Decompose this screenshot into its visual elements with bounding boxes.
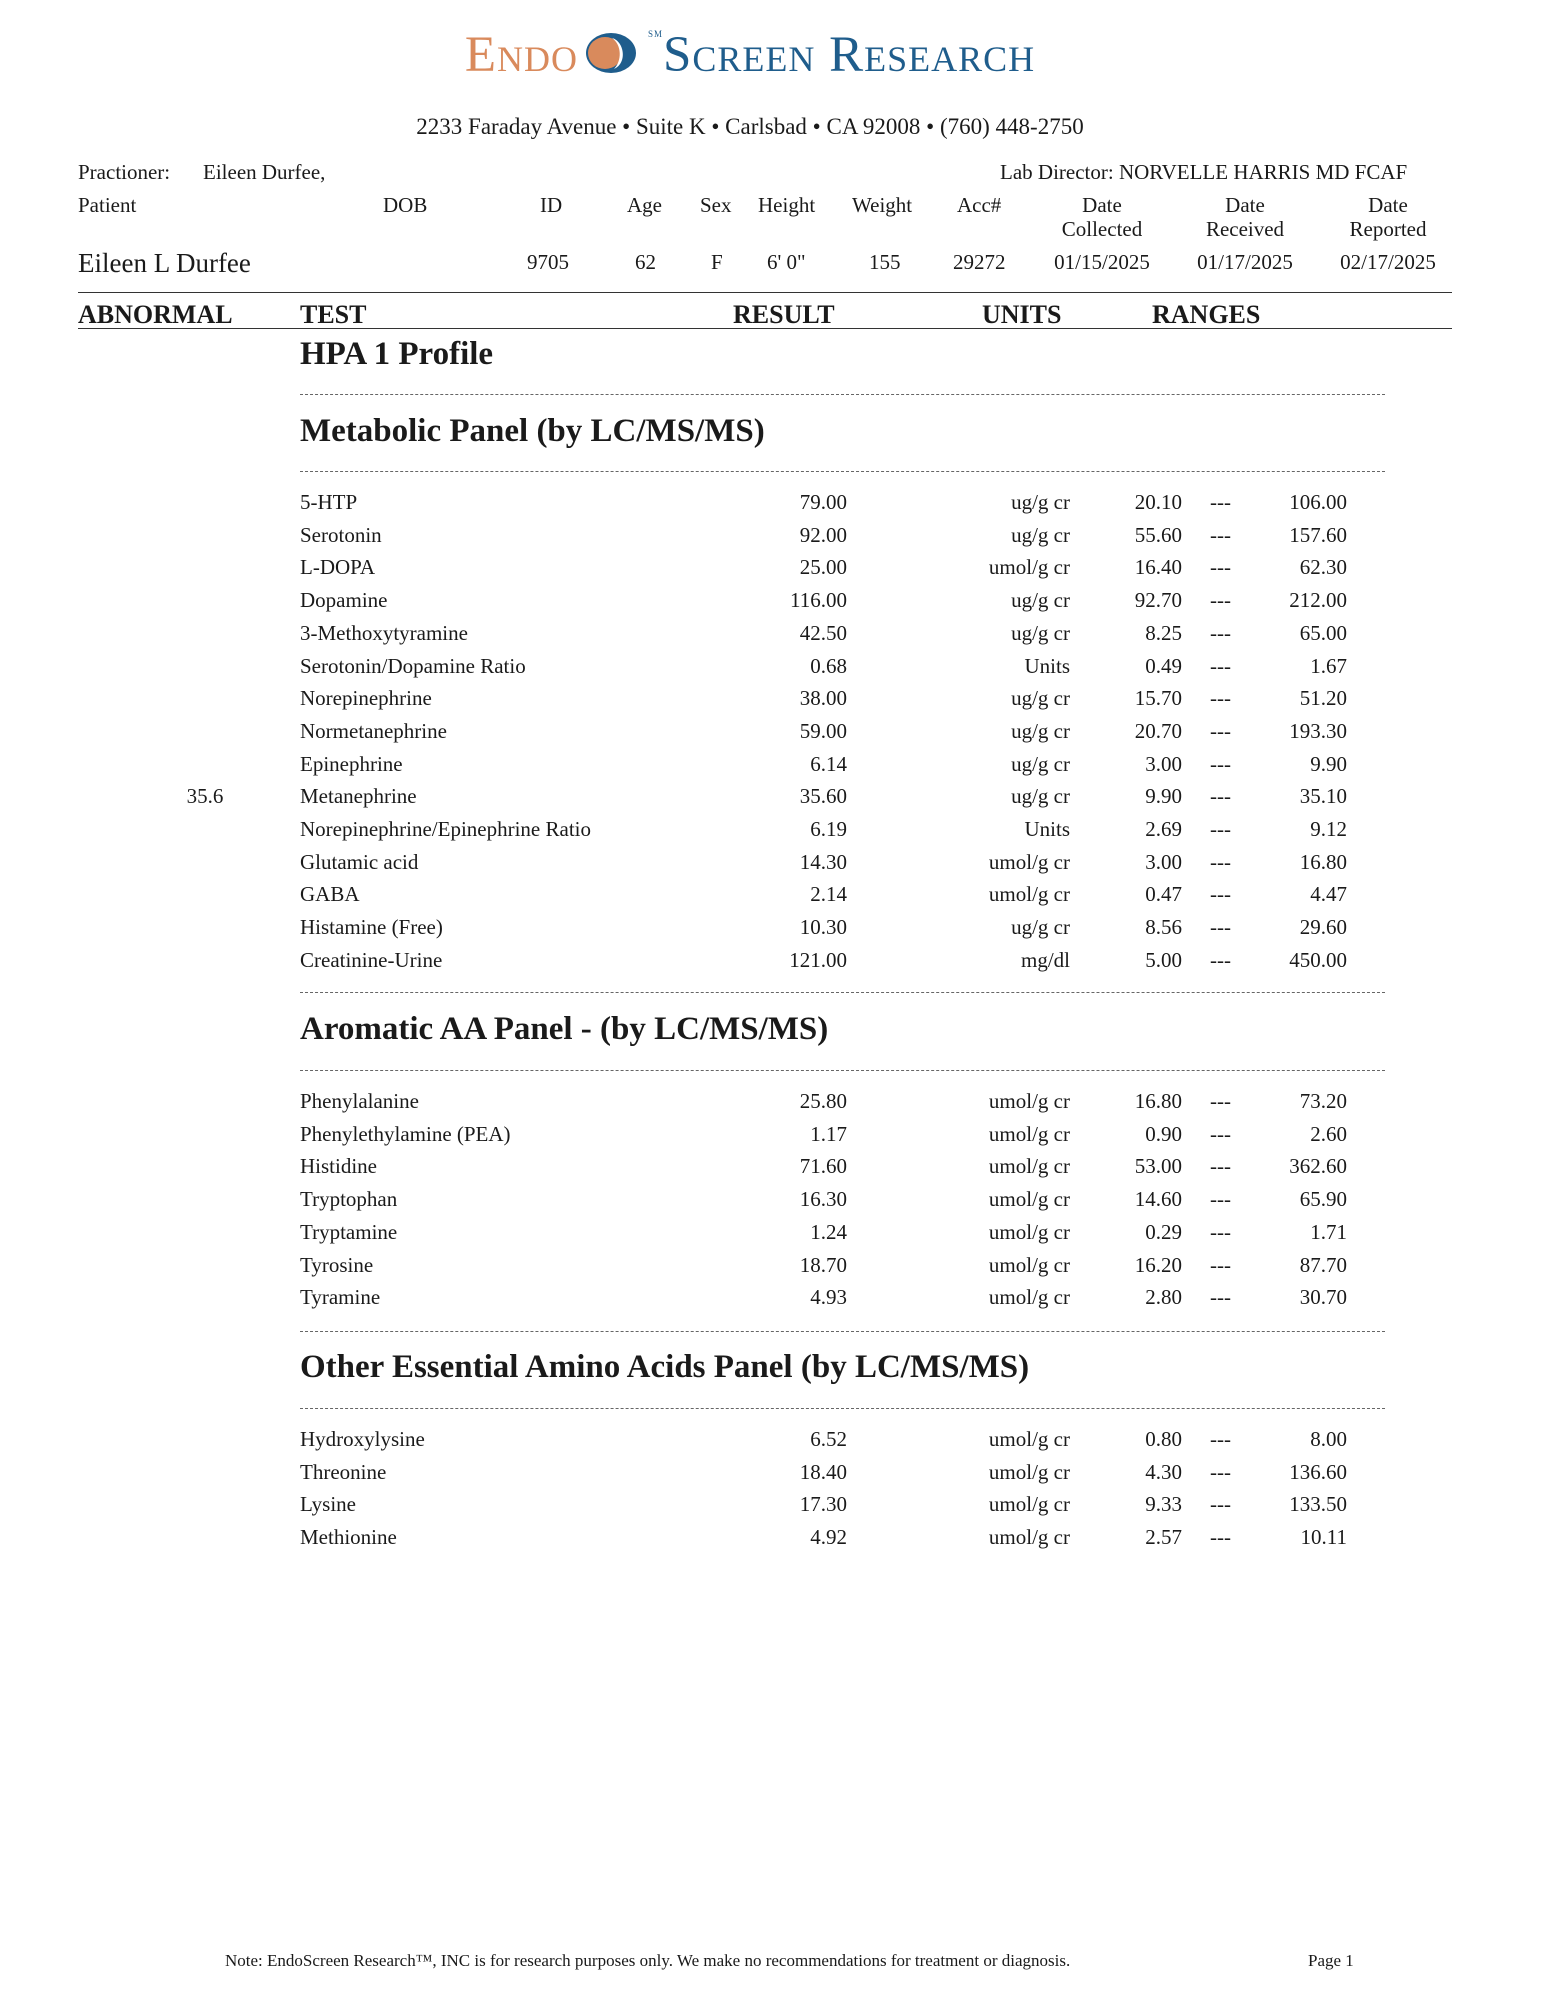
range-low: 3.00	[1145, 849, 1182, 874]
dashed-divider	[300, 1331, 1385, 1332]
label-date-received: Date Received	[1205, 193, 1285, 241]
range-high: 35.10	[1299, 784, 1347, 809]
patient-id: 9705	[527, 250, 569, 274]
dashed-divider	[300, 992, 1385, 993]
col-abnormal: ABNORMAL	[78, 300, 233, 329]
table-row	[0, 1089, 1545, 1119]
range-separator: ---	[1210, 1525, 1231, 1550]
patient-weight: 155	[869, 250, 901, 274]
label-height: Height	[758, 193, 816, 217]
result-value: 71.60	[799, 1154, 847, 1179]
range-low: 14.60	[1134, 1187, 1182, 1212]
range-high: 10.11	[1300, 1525, 1347, 1550]
abnormal-flag: 35.6	[186, 784, 224, 809]
range-high: 73.20	[1299, 1089, 1347, 1113]
lab-director: Lab Director: NORVELLE HARRIS MD FCAF	[1000, 160, 1408, 184]
result-value: 2.14	[810, 882, 847, 907]
range-low: 8.25	[1145, 620, 1182, 645]
patient-age: 62	[635, 250, 656, 274]
table-row	[0, 1220, 1545, 1250]
test-name: Normetanephrine	[300, 718, 447, 743]
range-separator: ---	[1210, 915, 1231, 940]
header-rule-bottom	[78, 328, 1452, 329]
table-row	[0, 719, 1545, 749]
range-low: 2.80	[1145, 1285, 1182, 1310]
units: ug/g cr	[1011, 718, 1070, 743]
table-row	[0, 817, 1545, 847]
units: umol/g cr	[988, 1219, 1070, 1244]
label-sex: Sex	[700, 193, 732, 217]
table-row	[0, 784, 1545, 814]
range-high: 136.60	[1289, 1459, 1347, 1484]
units: umol/g cr	[988, 1525, 1070, 1550]
table-row	[0, 850, 1545, 880]
range-high: 16.80	[1299, 849, 1347, 874]
range-low: 16.20	[1134, 1252, 1182, 1277]
range-low: 16.80	[1134, 1089, 1182, 1113]
units: mg/dl	[1020, 947, 1070, 972]
range-separator: ---	[1210, 620, 1231, 645]
result-value: 42.50	[799, 620, 847, 645]
range-low: 92.70	[1134, 588, 1182, 613]
result-value: 18.70	[799, 1252, 847, 1277]
result-value: 14.30	[799, 849, 847, 874]
range-low: 8.56	[1145, 915, 1182, 940]
range-high: 8.00	[1310, 1427, 1347, 1451]
range-high: 65.90	[1299, 1187, 1347, 1212]
practitioner-label: Practioner:	[78, 160, 171, 184]
range-separator: ---	[1210, 1459, 1231, 1484]
lab-address: 2233 Faraday Avenue • Suite K • Carlsbad • CA 92008 • (760) 448-2750	[416, 114, 1084, 139]
header-rule-top	[78, 292, 1452, 293]
range-low: 55.60	[1134, 522, 1182, 547]
units: umol/g cr	[988, 1252, 1070, 1277]
range-separator: ---	[1210, 1492, 1231, 1517]
range-separator: ---	[1210, 882, 1231, 907]
units: ug/g cr	[1011, 620, 1070, 645]
table-row	[0, 882, 1545, 912]
range-separator: ---	[1210, 751, 1231, 776]
table-row	[0, 915, 1545, 945]
test-name: Creatinine-Urine	[300, 947, 443, 972]
units: umol/g cr	[988, 1492, 1070, 1517]
range-low: 5.00	[1145, 947, 1182, 972]
range-separator: ---	[1210, 490, 1231, 514]
result-value: 6.19	[810, 817, 847, 841]
result-value: 25.80	[799, 1089, 847, 1113]
range-separator: ---	[1210, 1187, 1231, 1212]
result-value: 0.68	[810, 653, 847, 678]
result-value: 59.00	[799, 718, 847, 743]
units: umol/g cr	[988, 1285, 1070, 1310]
range-separator: ---	[1210, 1089, 1231, 1113]
col-test: TEST	[300, 300, 367, 329]
range-separator: ---	[1210, 849, 1231, 874]
units: ug/g cr	[1011, 915, 1070, 940]
range-low: 20.70	[1134, 718, 1182, 743]
page-number: Page 1	[1308, 1951, 1354, 1970]
range-high: 65.00	[1299, 620, 1347, 645]
range-high: 362.60	[1289, 1154, 1347, 1179]
range-high: 157.60	[1289, 522, 1347, 547]
test-name: Norepinephrine/Epinephrine Ratio	[300, 817, 591, 841]
table-row	[0, 1427, 1545, 1457]
table-row	[0, 523, 1545, 553]
table-row	[0, 1460, 1545, 1490]
range-separator: ---	[1210, 588, 1231, 613]
table-row	[0, 654, 1545, 684]
test-name: 3-Methoxytyramine	[300, 620, 468, 645]
label-dob: DOB	[383, 193, 428, 217]
test-name: Hydroxylysine	[300, 1427, 425, 1451]
footer-note: Note: EndoScreen Research™, INC is for research purposes only. We make no recommendations for treatment or diagnosis.	[225, 1951, 1071, 1970]
result-value: 35.60	[799, 784, 847, 809]
range-low: 0.29	[1145, 1219, 1182, 1244]
range-separator: ---	[1210, 1154, 1231, 1179]
label-age: Age	[627, 193, 662, 217]
test-name: Norepinephrine	[300, 686, 432, 711]
table-row	[0, 588, 1545, 618]
range-separator: ---	[1210, 522, 1231, 547]
patient-date-collected: 01/15/2025	[1054, 250, 1150, 274]
result-value: 1.24	[810, 1219, 847, 1244]
range-high: 30.70	[1299, 1285, 1347, 1310]
table-row	[0, 1285, 1545, 1315]
range-high: 212.00	[1289, 588, 1347, 613]
range-low: 20.10	[1134, 490, 1182, 514]
range-separator: ---	[1210, 817, 1231, 841]
label-weight: Weight	[852, 193, 913, 217]
range-separator: ---	[1210, 1121, 1231, 1146]
patient-date-received: 01/17/2025	[1197, 250, 1293, 274]
range-separator: ---	[1210, 1252, 1231, 1277]
result-value: 16.30	[799, 1187, 847, 1212]
label-id: ID	[540, 193, 563, 217]
logo-word-endo: Endo	[464, 27, 578, 83]
practitioner-name: Eileen Durfee,	[203, 160, 326, 184]
table-row	[0, 1525, 1545, 1555]
table-row	[0, 948, 1545, 978]
range-low: 0.90	[1145, 1121, 1182, 1146]
test-name: Phenylethylamine (PEA)	[300, 1121, 511, 1146]
test-name: Tyrosine	[300, 1252, 374, 1277]
label-date-reported: Date Reported	[1349, 193, 1427, 241]
patient-height: 6' 0"	[767, 250, 806, 274]
patient-acc: 29272	[953, 250, 1006, 274]
test-name: Tryptophan	[300, 1187, 398, 1212]
label-patient: Patient	[78, 193, 137, 217]
range-low: 4.30	[1145, 1459, 1182, 1484]
units: umol/g cr	[988, 1121, 1070, 1146]
range-low: 53.00	[1134, 1154, 1182, 1179]
range-separator: ---	[1210, 653, 1231, 678]
patient-name: Eileen L Durfee	[78, 248, 251, 278]
units: umol/g cr	[988, 849, 1070, 874]
result-value: 10.30	[799, 915, 847, 940]
units: Units	[1024, 817, 1070, 841]
test-name: Metanephrine	[300, 784, 417, 809]
logo-word-screen-research: Screen Research	[663, 27, 1036, 83]
test-name: Methionine	[300, 1525, 397, 1550]
range-separator: ---	[1210, 784, 1231, 809]
range-high: 87.70	[1299, 1252, 1347, 1277]
test-name: 5-HTP	[300, 490, 358, 514]
range-high: 133.50	[1289, 1492, 1347, 1517]
table-row	[0, 1154, 1545, 1184]
dashed-divider	[300, 471, 1385, 472]
units: umol/g cr	[988, 1089, 1070, 1113]
test-name: L-DOPA	[300, 555, 376, 580]
dashed-divider	[300, 394, 1385, 395]
test-name: Histidine	[300, 1154, 377, 1179]
table-row	[0, 686, 1545, 716]
dashed-divider	[300, 1070, 1385, 1071]
result-value: 116.00	[790, 588, 847, 613]
result-value: 6.52	[810, 1427, 847, 1451]
result-value: 4.92	[810, 1525, 847, 1550]
range-low: 16.40	[1134, 555, 1182, 580]
profile-title: HPA 1 Profile	[300, 336, 494, 372]
range-low: 2.57	[1145, 1525, 1182, 1550]
result-value: 1.17	[810, 1121, 847, 1146]
units: ug/g cr	[1011, 490, 1070, 514]
col-units: UNITS	[982, 300, 1062, 329]
units: umol/g cr	[988, 1427, 1070, 1451]
table-row	[0, 555, 1545, 585]
range-high: 9.90	[1310, 751, 1347, 776]
units: umol/g cr	[988, 1154, 1070, 1179]
test-name: Lysine	[300, 1492, 356, 1517]
test-name: Epinephrine	[300, 751, 403, 776]
result-value: 121.00	[789, 947, 847, 972]
range-high: 1.71	[1310, 1219, 1347, 1244]
dashed-divider	[300, 1408, 1385, 1409]
range-high: 51.20	[1299, 686, 1347, 711]
range-separator: ---	[1210, 1219, 1231, 1244]
range-low: 0.80	[1145, 1427, 1182, 1451]
range-high: 4.47	[1310, 882, 1347, 907]
result-value: 4.93	[810, 1285, 847, 1310]
range-low: 3.00	[1145, 751, 1182, 776]
table-row	[0, 752, 1545, 782]
result-value: 79.00	[799, 490, 847, 514]
patient-sex: F	[711, 250, 723, 274]
table-row	[0, 490, 1545, 520]
test-name: Serotonin	[300, 522, 382, 547]
result-value: 17.30	[799, 1492, 847, 1517]
units: umol/g cr	[988, 1187, 1070, 1212]
range-separator: ---	[1210, 555, 1231, 580]
units: ug/g cr	[1011, 588, 1070, 613]
range-high: 29.60	[1299, 915, 1347, 940]
table-row	[0, 1187, 1545, 1217]
range-high: 1.67	[1310, 653, 1347, 678]
table-row	[0, 1492, 1545, 1522]
result-value: 92.00	[799, 522, 847, 547]
label-acc: Acc#	[957, 193, 1002, 217]
units: umol/g cr	[988, 555, 1070, 580]
col-result: RESULT	[733, 300, 835, 329]
result-value: 38.00	[799, 686, 847, 711]
result-value: 6.14	[810, 751, 847, 776]
range-separator: ---	[1210, 1285, 1231, 1310]
range-separator: ---	[1210, 718, 1231, 743]
units: ug/g cr	[1011, 784, 1070, 809]
panel-title-essential-aa: Other Essential Amino Acids Panel (by LC/MS/MS)	[300, 1349, 1030, 1385]
units: Units	[1024, 653, 1070, 678]
test-name: Histamine (Free)	[300, 915, 443, 940]
range-separator: ---	[1210, 686, 1231, 711]
range-low: 0.47	[1145, 882, 1182, 907]
test-name: Dopamine	[300, 588, 388, 613]
test-name: Glutamic acid	[300, 849, 419, 874]
test-name: Tyramine	[300, 1285, 381, 1310]
units: ug/g cr	[1011, 751, 1070, 776]
range-low: 2.69	[1145, 817, 1182, 841]
table-row	[0, 1253, 1545, 1283]
range-high: 62.30	[1299, 555, 1347, 580]
panel-title-metabolic: Metabolic Panel (by LC/MS/MS)	[300, 413, 765, 449]
range-low: 9.90	[1145, 784, 1182, 809]
range-high: 450.00	[1289, 947, 1347, 972]
test-name: GABA	[300, 882, 360, 907]
units: ug/g cr	[1011, 686, 1070, 711]
units: umol/g cr	[988, 1459, 1070, 1484]
patient-date-reported: 02/17/2025	[1340, 250, 1436, 274]
lab-logo	[0, 26, 1500, 84]
test-name: Phenylalanine	[300, 1089, 419, 1113]
col-ranges: RANGES	[1152, 300, 1261, 329]
logo-trademark: SM	[647, 29, 663, 39]
range-high: 2.60	[1310, 1121, 1347, 1146]
test-name: Tryptamine	[300, 1219, 398, 1244]
range-separator: ---	[1210, 947, 1231, 972]
test-name: Serotonin/Dopamine Ratio	[300, 653, 526, 678]
units: ug/g cr	[1011, 522, 1070, 547]
range-high: 9.12	[1310, 817, 1347, 841]
label-date-collected: Date Collected	[1061, 193, 1143, 241]
test-name: Threonine	[300, 1459, 387, 1484]
panel-title-aromatic-aa: Aromatic AA Panel - (by LC/MS/MS)	[300, 1011, 829, 1047]
units: umol/g cr	[988, 882, 1070, 907]
range-low: 15.70	[1134, 686, 1182, 711]
range-high: 193.30	[1289, 718, 1347, 743]
range-high: 106.00	[1289, 490, 1347, 514]
result-value: 25.00	[799, 555, 847, 580]
range-low: 0.49	[1145, 653, 1182, 678]
result-value: 18.40	[799, 1459, 847, 1484]
range-separator: ---	[1210, 1427, 1231, 1451]
table-row	[0, 621, 1545, 651]
range-low: 9.33	[1145, 1492, 1182, 1517]
logo-orb-icon	[584, 31, 638, 75]
table-row	[0, 1122, 1545, 1152]
